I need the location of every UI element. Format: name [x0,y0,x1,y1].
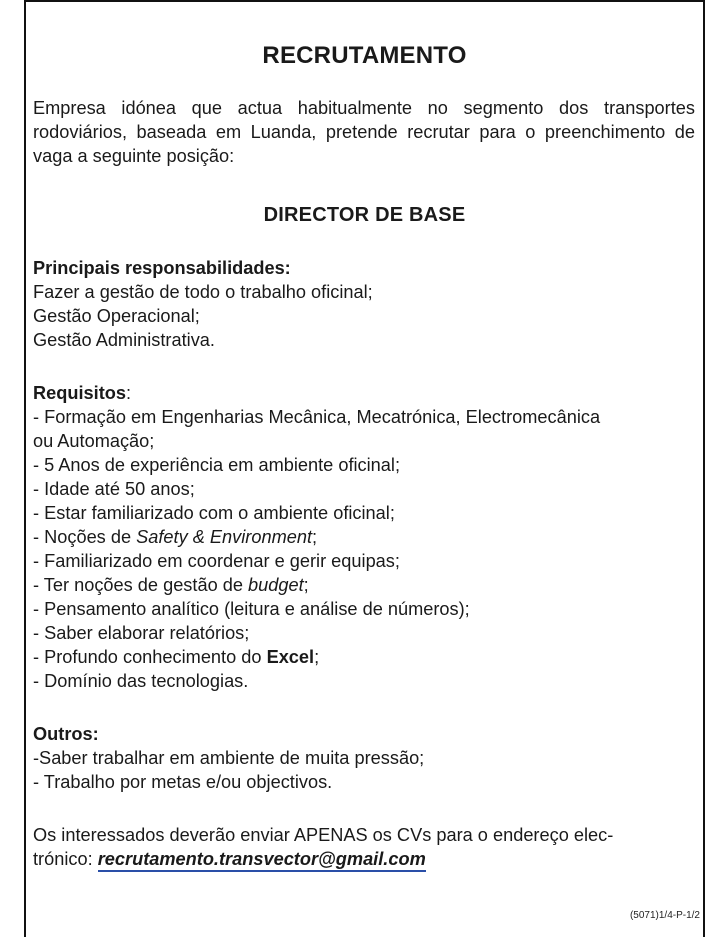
others-item: -Saber trabalhar em ambiente de muita pressão; [33,748,425,768]
requirement-text: ; [312,527,318,547]
reference-code: (5071)1/4-P-1/2 [629,910,700,921]
requirement-item: - Idade até 50 anos; [33,479,195,499]
page-title: RECRUTAMENTO [262,42,467,69]
requirement-item [33,525,317,549]
requirement-item-continued: ou Automação; [33,431,155,451]
requirement-emphasis: budget [248,575,304,595]
requirement-item: - Domínio das tecnologias. [33,671,249,691]
requirement-text: ; [303,575,309,595]
responsibility-item: Fazer a gestão de todo o trabalho oficinal; [33,282,373,302]
requirement-emphasis: Safety & Environment [136,527,313,547]
requirements-colon: : [125,383,132,403]
requirements-heading: Requisitos [33,383,126,403]
requirement-text: - Ter noções de gestão de [33,575,249,595]
intro-paragraph: Empresa idónea que actua habitualmente no segmento dos transportes rodoviários, baseada em Luanda, pretende recrutar para o preenchimento de vaga a seguinte posição: [33,98,695,166]
email-link[interactable]: recrutamento.transvector@gmail.com [98,849,426,872]
requirement-item: - Saber elaborar relatórios; [33,623,250,643]
closing-text: trónico: [33,849,98,869]
closing-line [33,847,426,871]
others-heading: Outros: [33,724,99,744]
requirement-item [33,645,319,669]
requirement-item: - 5 Anos de experiência em ambiente oficinal; [33,455,400,475]
requirement-text: - Profundo conhecimento do [33,647,267,667]
requirements-heading-line [33,381,131,405]
closing-line: Os interessados deverão enviar APENAS os CVs para o endereço elec- [33,825,614,845]
responsibility-item: Gestão Operacional; [33,306,200,326]
requirement-text: ; [314,647,320,667]
requirement-item: - Formação em Engenharias Mecânica, Mecatrónica, Electromecânica [33,407,601,427]
requirement-item: - Pensamento analítico (leitura e análise de números); [33,599,470,619]
requirement-emphasis: Excel [266,647,315,667]
others-item: - Trabalho por metas e/ou objectivos. [33,772,333,792]
position-title: DIRECTOR DE BASE [263,204,466,226]
responsibilities-heading: Principais responsabilidades: [33,258,291,278]
responsibility-item: Gestão Administrativa. [33,330,215,350]
requirement-item [33,573,309,597]
requirement-text: - Noções de [33,527,137,547]
requirement-item: - Estar familiarizado com o ambiente oficinal; [33,503,395,523]
requirement-item: - Familiarizado em coordenar e gerir equipas; [33,551,400,571]
